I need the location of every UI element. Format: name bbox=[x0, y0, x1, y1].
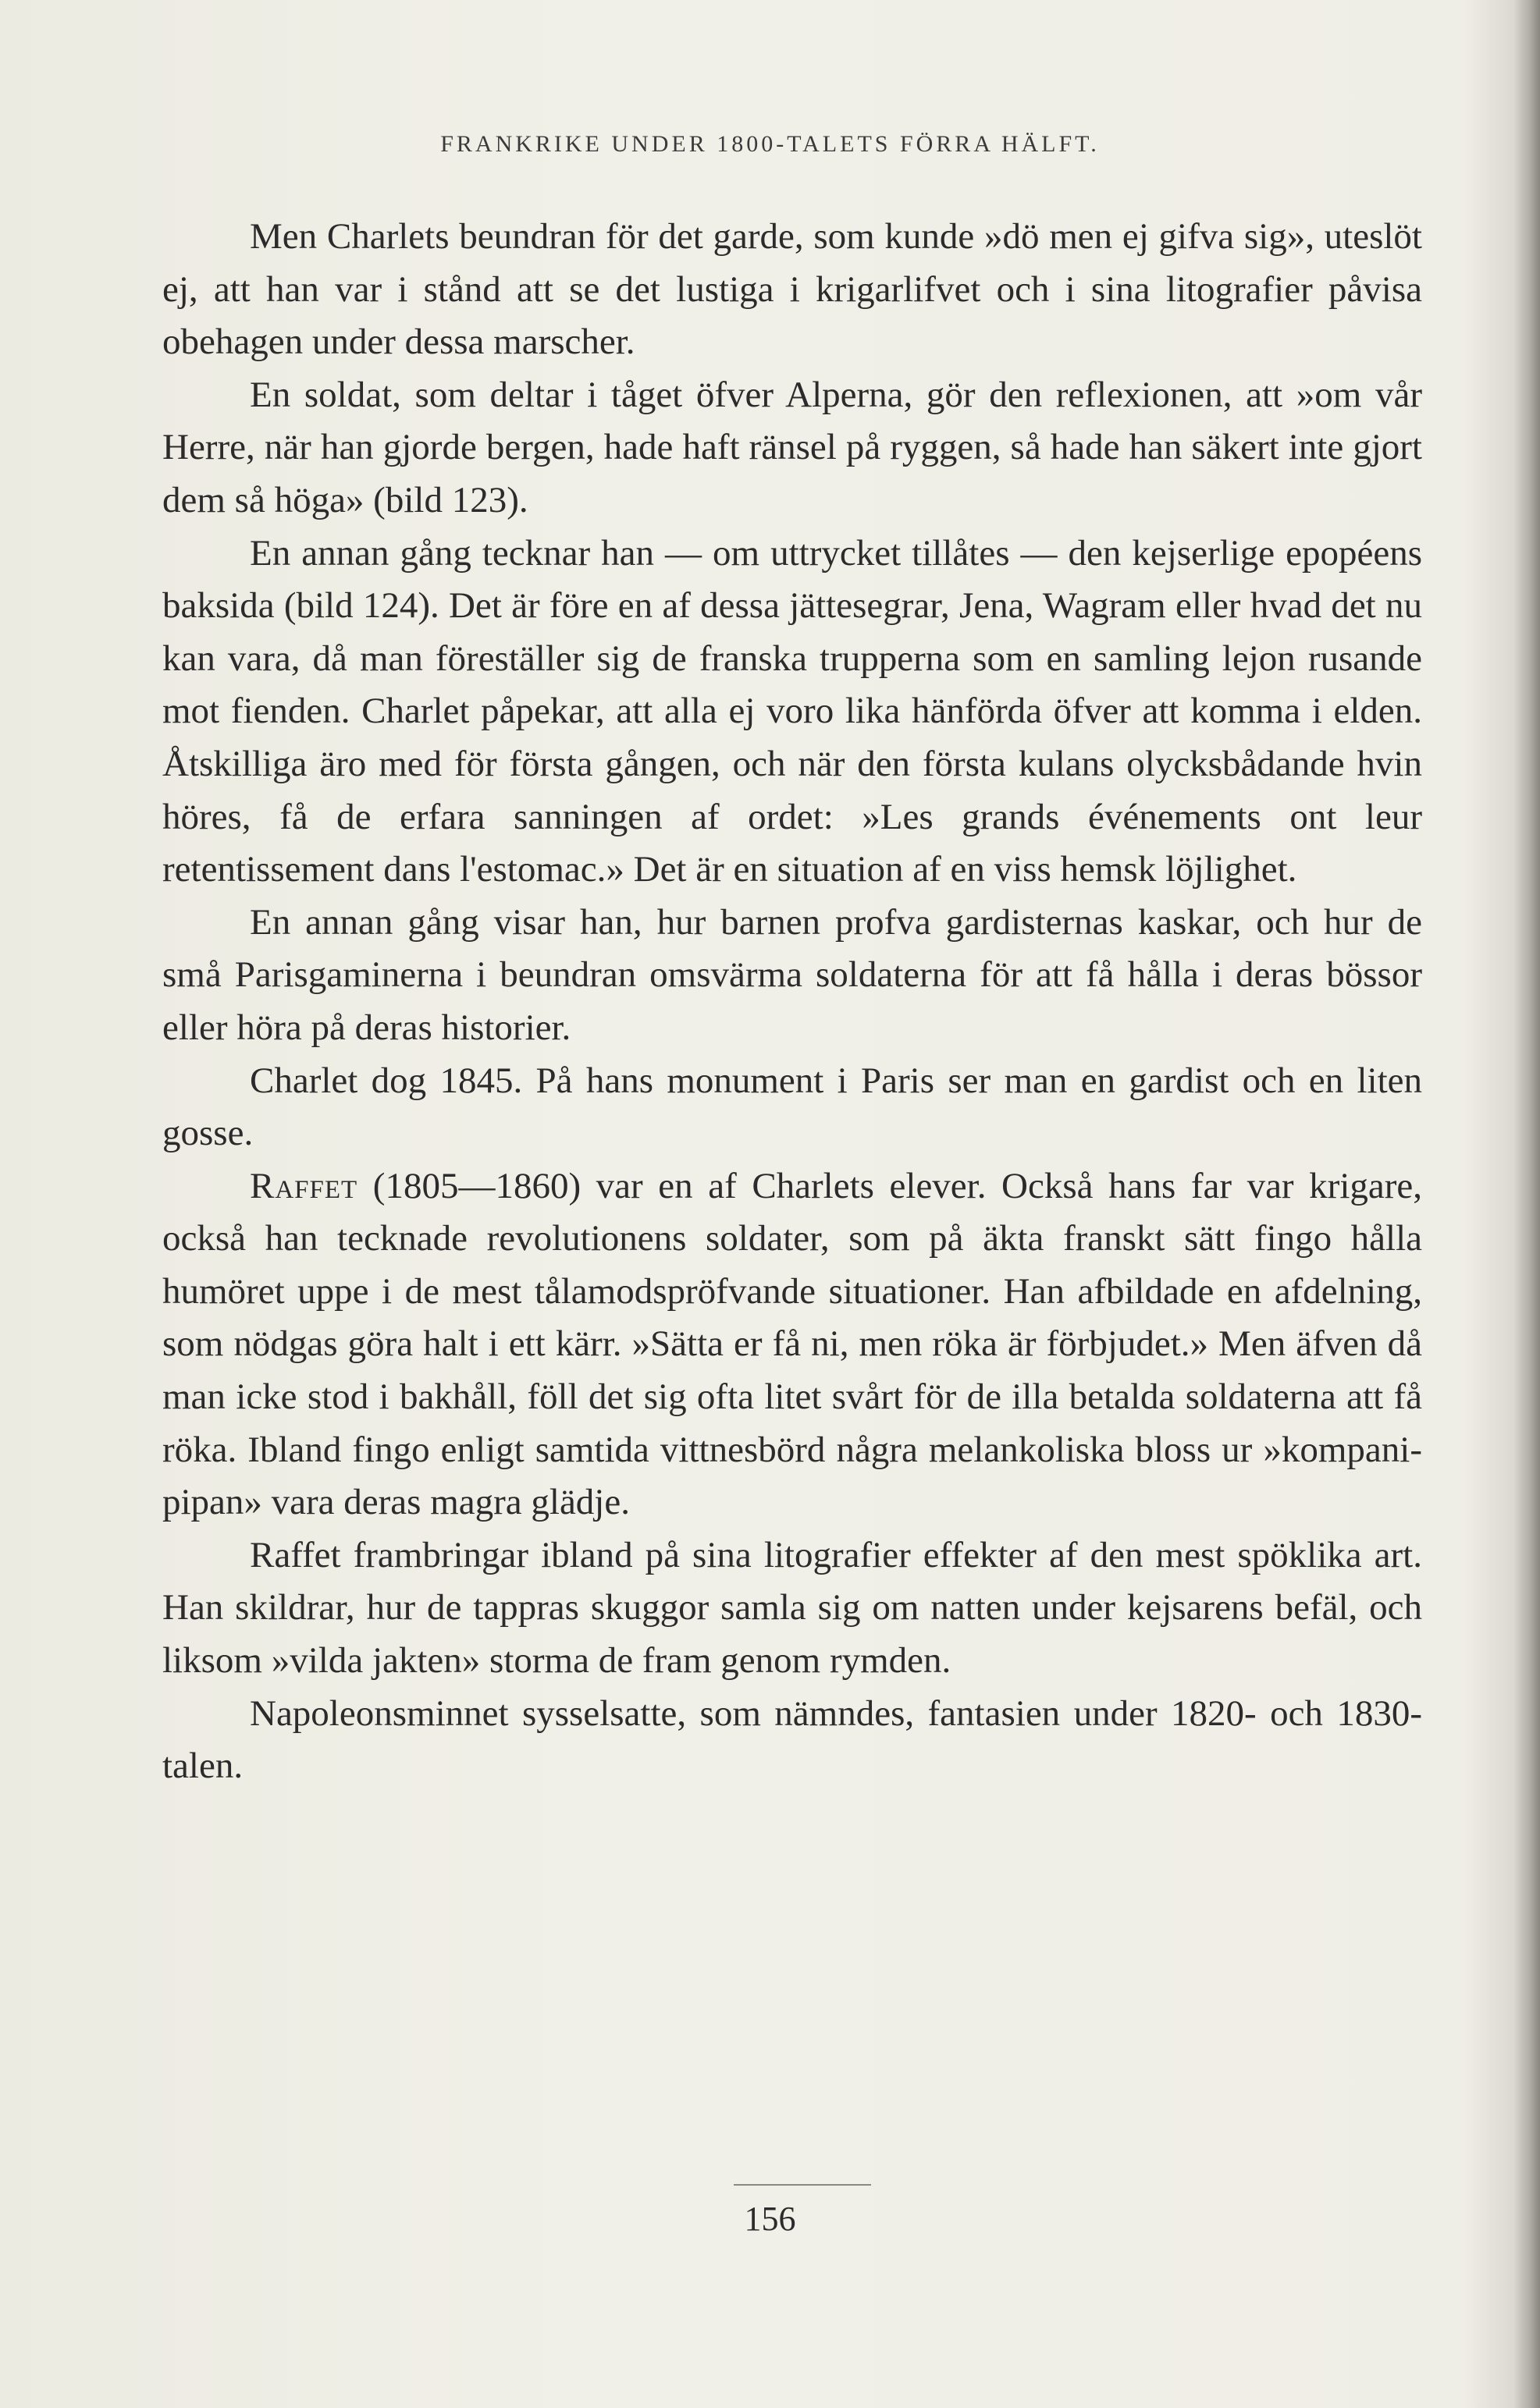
paragraph: Charlet dog 1845. På hans monument i Paris ser man en gardist och en liten gosse. bbox=[162, 1060, 1422, 1154]
paragraph: Men Charlets beundran för det garde, som kunde »dö men ej gifva sig», uteslöt ej, att han var i stånd att se det lustiga i krigarlifvet och i sina litografier påvisa obehagen under dessa marscher. bbox=[162, 216, 1422, 363]
paragraph: En soldat, som deltar i tåget öfver Alperna, gör den reflexionen, att »om vår Herre, när han gjorde bergen, hade haft ränsel på ryggen, så hade han säkert inte gjort dem så höga» (bild 123). bbox=[162, 374, 1422, 520]
artist-name: Raffet bbox=[250, 1165, 358, 1206]
page-spine-shadow bbox=[1513, 0, 1540, 2408]
paragraph: En annan gång visar han, hur barnen profva gardisternas kaskar, och hur de små Parisgaminerna i beundran omsvärma soldaterna för att få hålla i deras bössor eller höra på deras historier. bbox=[162, 901, 1422, 1048]
body-text bbox=[162, 211, 1422, 1793]
paragraph: Raffet frambringar ibland på sina litografier effekter af den mest spöklika art. Han skildrar, hur de tappras skuggor samla sig om natten under kejsarens befäl, och liksom »vilda jakten» storma de fram genom rymden. bbox=[162, 1534, 1422, 1682]
paragraph: Napoleonsminnet sysselsatte, som nämndes, fantasien under 1820- och 1830-talen. bbox=[162, 1692, 1422, 1787]
paragraph-body: (1805—1860) var en af Charlets elever. Också hans far var krigare, också han tecknade revolutionens soldater, som på äkta franskt sätt fingo hålla humöret uppe i de mest tålamodspröfvande situationer. Han afbildade en afdelning, som nödgas göra halt i ett kärr. »Sätta er få ni, men röka är förbjudet.» Men äfven då man icke stod i bakhåll, föll det sig ofta litet svårt för de illa betalda soldaterna att få röka. Ibland fingo enligt samtida vittnesbörd några melankoliska bloss ur »kompanipipan» vara deras magra glädje. bbox=[162, 1165, 1422, 1523]
running-head: FRANKRIKE UNDER 1800-TALETS FÖRRA HÄLFT. bbox=[440, 131, 1100, 157]
folio-rule bbox=[734, 2184, 871, 2186]
paragraph: En annan gång tecknar han — om uttrycket tillåtes — den kejserlige epopéens baksida (bild 124). Det är före en af dessa jättesegrar, Jena, Wagram eller hvad det nu kan vara, då man föreställer sig de franska trupperna som en samling lejon rusande mot fienden. Charlet påpekar, att alla ej voro lika hänförda öfver att komma i elden. Åtskilliga äro med för första gången, och när den första kulans olycksbådande hvin höres, få de erfara sanningen af ordet: »Les grands événements ont leur retentissement dans l'estomac.» Det är en situation af en viss hemsk löjlighet. bbox=[162, 532, 1422, 890]
page-number: 156 bbox=[744, 2200, 796, 2238]
paragraph bbox=[162, 1160, 1422, 1529]
